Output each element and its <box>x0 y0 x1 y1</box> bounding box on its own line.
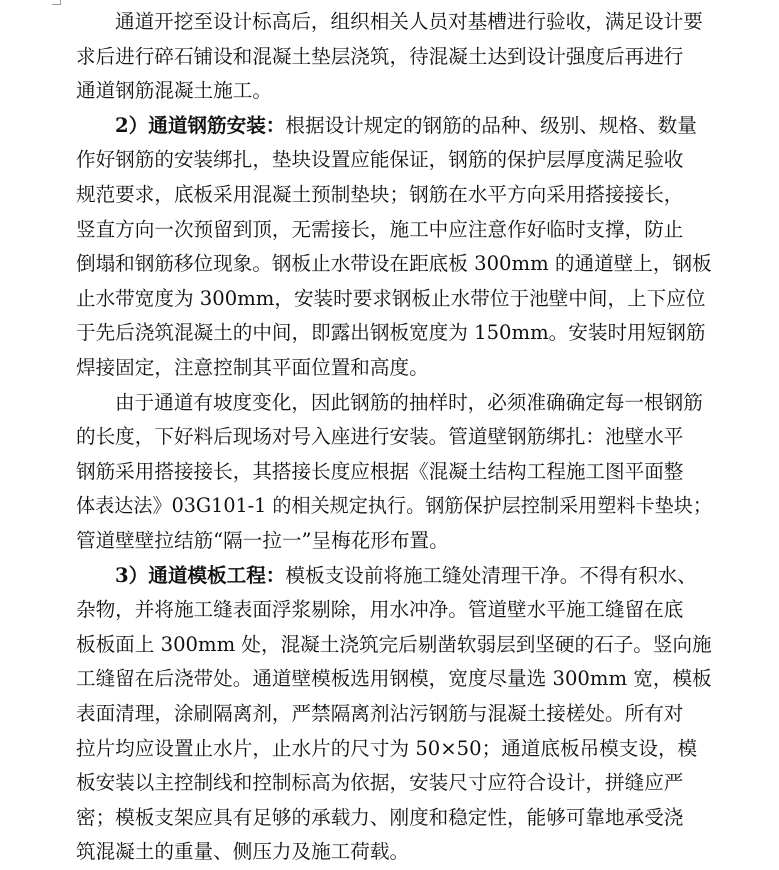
paragraph-line <box>76 141 683 178</box>
paragraph-line <box>76 833 409 870</box>
paragraph-line <box>76 799 683 836</box>
line-text: 由于通道有坡度变化，因此钢筋的抽样时，必须准确确定每一根钢筋 <box>115 390 703 414</box>
paragraph-line <box>76 626 712 663</box>
paragraph-line <box>76 487 712 524</box>
line-text: 根据设计规定的钢筋的品种、级别、规格、数量 <box>285 113 697 137</box>
line-text: 工缝留在后浇带处。通道壁模板选用钢模，宽度尽量选 300mm 宽，模板 <box>76 667 712 691</box>
line-text: 钢筋采用搭接接长，其搭接长度应根据《混凝土结构工程施工图平面整 <box>76 459 684 483</box>
line-text: 密；模板支架应具有足够的承载力、刚度和稳定性，能够可靠地承受浇 <box>76 805 684 829</box>
paragraph-line <box>76 280 705 317</box>
paragraph-line <box>76 591 683 628</box>
paragraph-line <box>76 695 683 732</box>
line-text: 的长度，下好料后现场对号入座进行安装。管道壁钢筋绑扎：池壁水平 <box>76 425 684 449</box>
paragraph-line <box>76 349 429 386</box>
line-text: 竖直方向一次预留到顶，无需接长，施工中应注意作好临时支撑，防止 <box>76 217 684 241</box>
paragraph-line <box>115 557 697 594</box>
line-text: 杂物，并将施工缝表面浮浆剔除，用水冲净。管道壁水平施工缝留在底 <box>76 598 684 622</box>
line-text: 筑混凝土的重量、侧压力及施工荷载。 <box>76 840 410 864</box>
paragraph-line <box>76 38 683 75</box>
line-text: 止水带宽度为 300mm，安装时要求钢板止水带位于池壁中间，上下应位 <box>76 286 706 310</box>
paragraph-line <box>76 314 705 351</box>
paragraph-line <box>76 72 272 109</box>
line-text: 表面清理，涂刷隔离剂，严禁隔离剂沾污钢筋与混凝土接槎处。所有对 <box>76 702 684 725</box>
line-text: 通道开挖至设计标高后，组织相关人员对基槽进行验收，满足设计要 <box>115 10 703 33</box>
paragraph-line <box>76 418 683 455</box>
paragraph-line <box>76 245 712 282</box>
paragraph-line <box>115 3 703 40</box>
paragraph-line <box>76 453 683 490</box>
line-text: 规范要求，底板采用混凝土预制垫块；钢筋在水平方向采用搭接接长， <box>76 183 684 206</box>
line-text: 倒塌和钢筋移位现象。钢板止水带设在距底板 300mm 的通道壁上，钢板 <box>76 252 712 276</box>
page-corner-mark-horizontal <box>52 4 61 5</box>
line-text: 通道钢筋混凝土施工。 <box>76 79 272 103</box>
paragraph-line <box>115 107 697 144</box>
line-text: 板安装以主控制线和控制标高为依据，安装尺寸应符合设计，拼缝应严 <box>76 771 684 795</box>
line-text: 管道壁壁拉结筋“隔一拉一”呈梅花形布置。 <box>76 529 449 552</box>
section-heading: 3）通道模板工程： <box>115 563 286 587</box>
paragraph-line <box>76 176 683 213</box>
paragraph-line <box>76 660 712 697</box>
paragraph-line <box>76 764 683 801</box>
line-text: 作好钢筋的安装绑扎，垫块设置应能保证，钢筋的保护层厚度满足验收 <box>76 148 684 172</box>
paragraph-line <box>76 522 449 559</box>
line-text: 求后进行碎石铺设和混凝土垫层浇筑，待混凝土达到设计强度后再进行 <box>76 44 684 68</box>
paragraph-line <box>115 384 703 421</box>
paragraph-line <box>76 730 697 767</box>
line-text: 焊接固定，注意控制其平面位置和高度。 <box>76 356 429 379</box>
line-text: 于先后浇筑混凝土的中间，即露出钢板宽度为 150mm。安装时用短钢筋 <box>76 321 706 345</box>
line-text: 板板面上 300mm 处，混凝土浇筑完后剔凿软弱层到坚硬的石子。竖向施 <box>76 632 712 656</box>
line-text: 拉片均应设置止水片，止水片的尺寸为 50×50；通道底板吊模支设，模 <box>76 736 698 760</box>
line-text: 模板支设前将施工缝处清理干净。不得有积水、 <box>285 563 697 587</box>
paragraph-line <box>76 211 683 248</box>
line-text: 体表达法》03G101-1 的相关规定执行。钢筋保护层控制采用塑料卡垫块； <box>76 494 712 518</box>
section-heading: 2）通道钢筋安装： <box>115 113 286 137</box>
